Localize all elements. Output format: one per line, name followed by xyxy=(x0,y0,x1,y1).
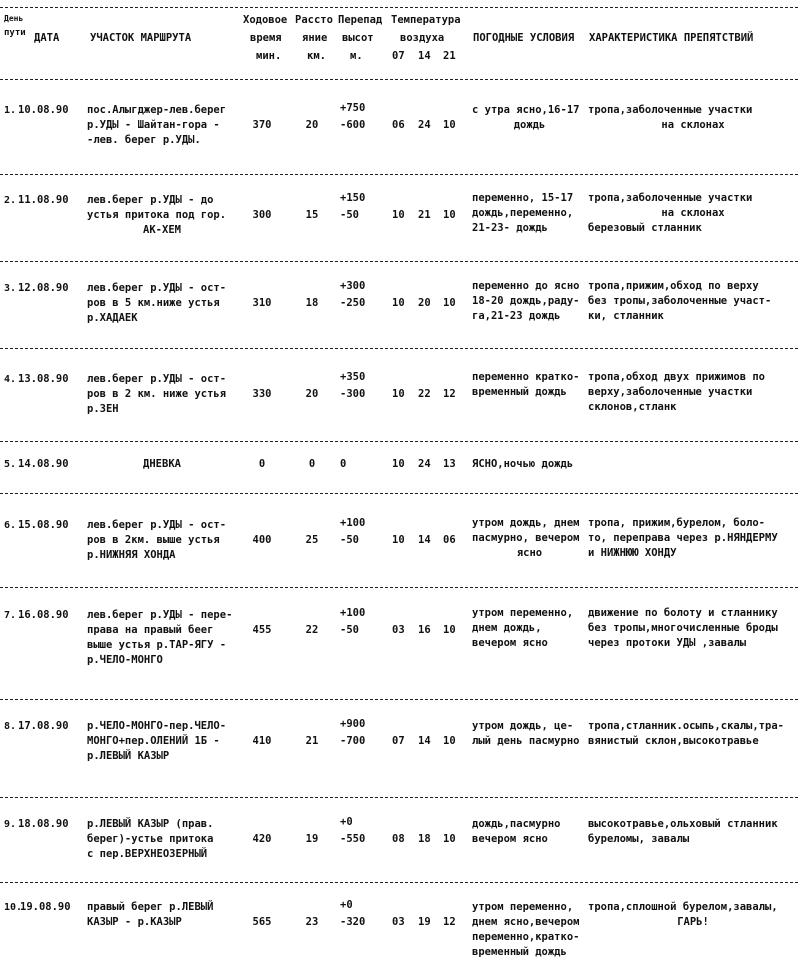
route-section-line: р.УДЫ - Шайтан-гора - xyxy=(87,119,220,131)
route-section-line: выше устья р.ТАР-ЯГУ - xyxy=(87,639,227,651)
elevation-loss: -250 xyxy=(340,297,366,309)
route-section-line: -лев. берег р.УДЫ. xyxy=(87,134,201,146)
obstacles-line: на склонах xyxy=(661,207,725,219)
elevation-loss: -50 xyxy=(340,209,359,221)
header-day-line1: День xyxy=(4,14,24,23)
day-number: 4. xyxy=(4,374,17,385)
header-temp-21: 21 xyxy=(443,50,456,62)
elevation-loss: -700 xyxy=(340,735,366,747)
obstacles xyxy=(588,719,798,749)
elevation-loss: -320 xyxy=(340,916,366,928)
obstacles-line: тропа,сплошной бурелом,завалы, xyxy=(588,901,778,913)
distance: 18 xyxy=(305,297,319,309)
route-section-line: пос.Алыгджер-лев.берег xyxy=(87,104,227,116)
obstacles-line: без тропы,многочисленные броды xyxy=(588,622,778,634)
route-section xyxy=(87,719,237,764)
temp-21: 10 xyxy=(443,735,456,747)
row-rule xyxy=(0,587,798,588)
elevation-gain: +150 xyxy=(340,192,366,204)
obstacles xyxy=(588,103,798,133)
walking-time: 565 xyxy=(252,916,272,928)
distance: 23 xyxy=(305,916,319,928)
weather-line: 21-23- дождь xyxy=(472,222,548,234)
walking-time: 400 xyxy=(252,534,272,546)
weather-line: утром дождь, днем xyxy=(472,517,580,529)
header-time-1: Ходовое xyxy=(243,14,288,26)
weather-line: днем ясно,вечером xyxy=(472,916,580,928)
temp-14: 14 xyxy=(418,735,431,747)
elevation-gain: 0 xyxy=(340,458,347,470)
obstacles-line: на склонах xyxy=(661,119,725,131)
header-date: ДАТА xyxy=(34,32,60,44)
header-time-2: время xyxy=(250,32,282,44)
weather xyxy=(472,900,587,960)
header-time-3: мин. xyxy=(256,50,282,62)
route-section-line: лев.берег р.УДЫ - ост- xyxy=(87,373,227,385)
row-rule xyxy=(0,797,798,798)
temp-07: 10 xyxy=(392,534,405,546)
elevation-loss: -600 xyxy=(340,119,366,131)
date: 15.08.90 xyxy=(18,519,69,531)
row-rule xyxy=(0,174,798,175)
header-elevation-2: высот xyxy=(342,32,374,44)
route-section-line: р.ЗЕН xyxy=(87,403,119,415)
elevation-loss: -300 xyxy=(340,388,366,400)
obstacles-line: движение по болоту и стланнику xyxy=(588,607,778,619)
weather xyxy=(472,279,587,324)
temp-21: 10 xyxy=(443,833,456,845)
route-section-line: с пер.ВЕРХНЕОЗЕРНЫЙ xyxy=(87,848,208,860)
route-section-line: МОНГО+пер.ОЛЕНИЙ 1Б - xyxy=(87,735,220,747)
date: 19.08.90 xyxy=(20,901,71,913)
walking-time: 0 xyxy=(258,458,266,470)
walking-time: 410 xyxy=(252,735,272,747)
weather xyxy=(472,191,587,236)
obstacles-line: тропа,прижим,обход по верху xyxy=(588,280,759,292)
day-number: 10. xyxy=(4,902,23,913)
obstacles-line: тропа,заболоченные участки xyxy=(588,104,753,116)
date: 11.08.90 xyxy=(18,194,69,206)
weather-line: дождь xyxy=(513,119,546,131)
weather-line: переменно кратко- xyxy=(472,371,580,383)
weather-line: вечером ясно xyxy=(472,637,548,649)
obstacles xyxy=(588,606,798,651)
elevation-gain: +0 xyxy=(340,899,353,911)
temp-07: 10 xyxy=(392,297,405,309)
obstacles-line: тропа,заболоченные участки xyxy=(588,192,753,204)
row-rule xyxy=(0,699,798,700)
route-section xyxy=(87,193,237,238)
elevation-gain: +900 xyxy=(340,718,366,730)
weather-line: переменно до ясно xyxy=(472,280,580,292)
obstacles-line: верху,заболоченные участки xyxy=(588,386,753,398)
weather xyxy=(472,457,587,472)
distance: 19 xyxy=(305,833,319,845)
header-section: УЧАСТОК МАРШРУТА xyxy=(90,32,192,44)
route-section-line: берег)-устье притока xyxy=(87,833,214,845)
weather-line: временный дождь xyxy=(472,386,567,398)
elevation-gain: +100 xyxy=(340,607,366,619)
row-rule xyxy=(0,441,798,442)
temp-14: 14 xyxy=(418,534,431,546)
header-elevation-1: Перепад xyxy=(338,14,383,26)
route-section-line: ров в 2км. выше устья xyxy=(87,534,220,546)
temp-14: 16 xyxy=(418,624,431,636)
header-distance-3: км. xyxy=(307,50,326,62)
walking-time: 330 xyxy=(252,388,272,400)
route-section xyxy=(87,281,237,326)
distance: 25 xyxy=(305,534,319,546)
obstacles xyxy=(588,817,798,847)
weather xyxy=(472,606,587,651)
obstacles-line: ки, стланник xyxy=(588,310,664,322)
route-section xyxy=(87,457,237,472)
temp-14: 20 xyxy=(418,297,431,309)
header-distance-2: яние xyxy=(302,32,328,44)
distance: 20 xyxy=(305,119,319,131)
temp-07: 06 xyxy=(392,119,405,131)
obstacles-line: тропа,обход двух прижимов по xyxy=(588,371,766,383)
route-section-line: лев.берег р.УДЫ - до xyxy=(87,194,214,206)
obstacles-line: без тропы,заболоченные участ- xyxy=(588,295,772,307)
header-rule xyxy=(0,79,798,80)
route-section-line: АК-ХЕМ xyxy=(143,224,181,236)
weather-line: днем дождь, xyxy=(472,622,542,634)
route-section-line: КАЗЫР - р.КАЗЫР xyxy=(87,916,182,928)
obstacles-line: склонов,стланк xyxy=(588,401,677,413)
weather-line: с утра ясно,16-17 xyxy=(472,104,580,116)
obstacles-line: вянистый склон,высокотравье xyxy=(588,735,759,747)
temp-21: 13 xyxy=(443,458,456,470)
weather-line: вечером ясно xyxy=(472,833,548,845)
route-section-line: р.ХАДАЕК xyxy=(87,312,138,324)
weather-line: утром переменно, xyxy=(472,607,574,619)
obstacles-line: тропа,стланник.осыпь,скалы,тра- xyxy=(588,720,784,732)
date: 13.08.90 xyxy=(18,373,69,385)
top-rule xyxy=(0,7,798,8)
obstacles xyxy=(588,279,798,324)
temp-14: 24 xyxy=(418,458,431,470)
day-number: 6. xyxy=(4,520,17,531)
weather-line: ясно xyxy=(516,547,543,559)
obstacles xyxy=(588,516,798,561)
day-number: 1. xyxy=(4,105,17,116)
route-section-line: р.ЛЕВЫЙ КАЗЫР (прав. xyxy=(87,818,214,830)
weather-line: лый день пасмурно xyxy=(472,735,580,747)
route-section-line: р.ЧЕЛО-МОНГО-пер.ЧЕЛО- xyxy=(87,720,227,732)
day-number: 7. xyxy=(4,610,17,621)
temp-21: 10 xyxy=(443,209,456,221)
distance: 22 xyxy=(305,624,319,636)
row-rule xyxy=(0,493,798,494)
day-number: 9. xyxy=(4,819,17,830)
header-obstacles: ХАРАКТЕРИСТИКА ПРЕПЯТСТВИЙ xyxy=(589,32,754,44)
weather-line: 18-20 дождь,раду- xyxy=(472,295,580,307)
day-number: 2. xyxy=(4,195,17,206)
temp-07: 07 xyxy=(392,735,405,747)
temp-07: 10 xyxy=(392,209,405,221)
temp-21: 10 xyxy=(443,297,456,309)
temp-14: 21 xyxy=(418,209,431,221)
header-day-line2: пути xyxy=(4,28,26,38)
route-section xyxy=(87,103,237,148)
elevation-gain: +100 xyxy=(340,517,366,529)
elevation-gain: +0 xyxy=(340,816,353,828)
route-section xyxy=(87,518,237,563)
elevation-gain: +350 xyxy=(340,371,366,383)
temp-07: 03 xyxy=(392,624,405,636)
weather xyxy=(472,719,587,749)
elevation-loss: -50 xyxy=(340,534,359,546)
temp-14: 19 xyxy=(418,916,431,928)
route-section-line: лев.берег р.УДЫ - пере- xyxy=(87,609,233,621)
obstacles-line: и НИЖНЮЮ ХОНДУ xyxy=(588,547,677,559)
temp-07: 10 xyxy=(392,458,405,470)
date: 16.08.90 xyxy=(18,609,69,621)
temp-14: 24 xyxy=(418,119,431,131)
elevation-gain: +750 xyxy=(340,102,366,114)
obstacles xyxy=(588,191,798,236)
header-distance-1: Рассто xyxy=(295,14,333,26)
distance: 21 xyxy=(305,735,319,747)
weather-line: утром дождь, це- xyxy=(472,720,574,732)
weather xyxy=(472,103,587,133)
distance: 15 xyxy=(305,209,319,221)
obstacles-line: ГАРЬ! xyxy=(677,916,709,928)
distance: 0 xyxy=(308,458,316,470)
header-elevation-3: м. xyxy=(350,50,363,62)
elevation-gain: +300 xyxy=(340,280,366,292)
date: 17.08.90 xyxy=(18,720,69,732)
route-section xyxy=(87,817,237,862)
weather-line: дождь,переменно, xyxy=(472,207,574,219)
weather-line: временный дождь xyxy=(472,946,567,958)
route-section-line: р.ЧЕЛО-МОНГО xyxy=(87,654,163,666)
temp-14: 18 xyxy=(418,833,431,845)
row-rule xyxy=(0,261,798,262)
day-number: 8. xyxy=(4,721,17,732)
weather xyxy=(472,817,587,847)
route-section-line: р.ЛЕВЫЙ КАЗЫР xyxy=(87,750,170,762)
header-weather: ПОГОДНЫЕ УСЛОВИЯ xyxy=(473,32,575,44)
weather-line: утром переменно, xyxy=(472,901,574,913)
walking-time: 300 xyxy=(252,209,272,221)
route-section-line: ров в 5 км.ниже устья xyxy=(87,297,220,309)
route-section-line: устья притока под гор. xyxy=(87,209,227,221)
day-number: 5. xyxy=(4,459,17,470)
date: 10.08.90 xyxy=(18,104,69,116)
weather-line: пасмурно, вечером xyxy=(472,532,580,544)
weather-line: дождь,пасмурно xyxy=(472,818,561,830)
weather-line: га,21-23 дождь xyxy=(472,310,561,322)
date: 12.08.90 xyxy=(18,282,69,294)
date: 18.08.90 xyxy=(18,818,69,830)
temp-21: 12 xyxy=(443,916,456,928)
temp-14: 22 xyxy=(418,388,431,400)
temp-21: 06 xyxy=(443,534,456,546)
route-section-line: ров в 2 км. ниже устья xyxy=(87,388,227,400)
header-temp-07: 07 xyxy=(392,50,405,62)
obstacles-line: то, переправа через р.НЯНДЕРМУ xyxy=(588,532,778,544)
temp-21: 12 xyxy=(443,388,456,400)
obstacles xyxy=(588,900,798,930)
route-section-line: р.НИЖНЯЯ ХОНДА xyxy=(87,549,176,561)
day-number: 3. xyxy=(4,283,17,294)
temp-21: 10 xyxy=(443,624,456,636)
walking-time: 455 xyxy=(252,624,272,636)
elevation-loss: -550 xyxy=(340,833,366,845)
walking-time: 310 xyxy=(252,297,272,309)
obstacles xyxy=(588,370,798,415)
route-section xyxy=(87,608,237,668)
obstacles-line: через протоки УДЫ ,завалы xyxy=(588,637,747,649)
walking-time: 420 xyxy=(252,833,272,845)
route-section-line: правый берег р.ЛЕВЫЙ xyxy=(87,901,214,913)
route-section xyxy=(87,900,237,930)
walking-time: 370 xyxy=(252,119,272,131)
date: 14.08.90 xyxy=(18,458,69,470)
weather xyxy=(472,370,587,400)
header-temperature-2: воздуха xyxy=(400,32,445,44)
route-section xyxy=(87,372,237,417)
route-section-line: права на правый беег xyxy=(87,624,214,636)
obstacles-line: березовый стланник xyxy=(588,222,702,234)
route-section-line: ДНЕВКА xyxy=(143,458,181,470)
weather-line: ЯСНО,ночью дождь xyxy=(472,458,574,470)
weather xyxy=(472,516,587,561)
header-temp-14: 14 xyxy=(418,50,431,62)
obstacles-line: буреломы, завалы xyxy=(588,833,690,845)
weather-line: переменно,кратко- xyxy=(472,931,580,943)
distance: 20 xyxy=(305,388,319,400)
row-rule xyxy=(0,348,798,349)
route-section-line: лев.берег р.УДЫ - ост- xyxy=(87,282,227,294)
temp-07: 08 xyxy=(392,833,405,845)
temp-07: 10 xyxy=(392,388,405,400)
row-rule xyxy=(0,882,798,883)
temp-21: 10 xyxy=(443,119,456,131)
header-temperature-1: Температура xyxy=(391,14,461,26)
temp-07: 03 xyxy=(392,916,405,928)
elevation-loss: -50 xyxy=(340,624,359,636)
obstacles-line: высокотравье,ольховый стланник xyxy=(588,818,778,830)
route-section-line: лев.берег р.УДЫ - ост- xyxy=(87,519,227,531)
obstacles-line: тропа, прижим,бурелом, боло- xyxy=(588,517,766,529)
weather-line: переменно, 15-17 xyxy=(472,192,574,204)
